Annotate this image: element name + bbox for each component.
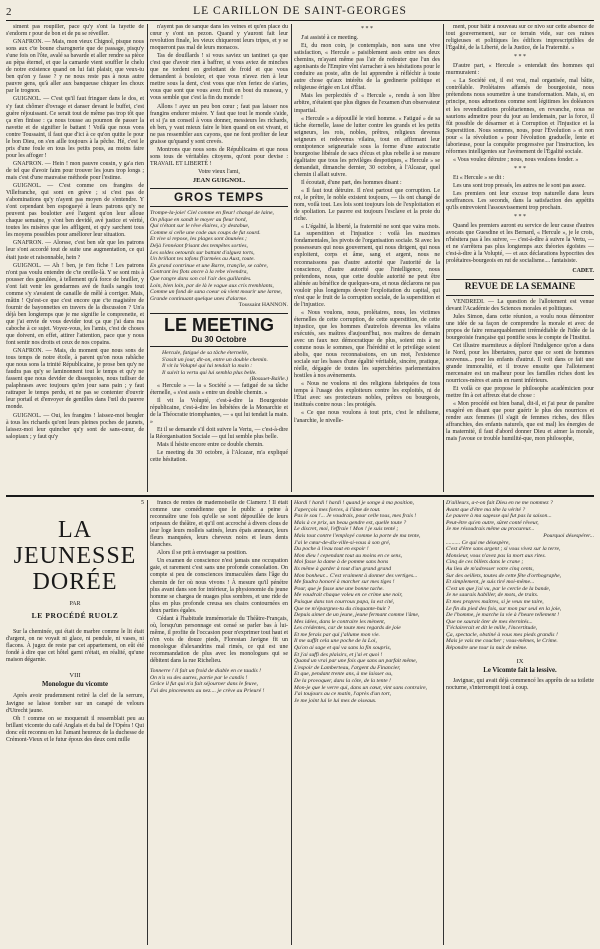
verse-line: On n'a vu des autres, partie par le candis ! [150, 674, 248, 681]
poem-line: Que rangre dans son col l'air des guillardes. [150, 275, 252, 282]
column-divider [291, 24, 292, 492]
epigraph-line: Il suivit la vertu qui lui sembla plus belle. [162, 369, 257, 376]
epigraph-line: Il vit la Volupté qui lui tendait la main : [162, 363, 253, 370]
masthead-rule [6, 20, 594, 21]
epigraph-source: (Bossuet-Baille.) [249, 376, 288, 383]
column-divider [291, 500, 292, 945]
feuilleton-column-2 [150, 500, 288, 945]
paragraph: GNAFRON. — Alorsse, c'est ben sûr que les patrons leur s'ont accordé tout de suite une augmentation, ce qui était juste et raisonnable, hein ? [6, 240, 144, 261]
verse-line: Pour, que je fasse une une bonne tache. [294, 585, 384, 592]
paragraph: Mais il hésite encore entre ce double chemin. [157, 442, 264, 449]
paragraph: Il vit la Volupté, c'est-à-dire la Bourgeoisie républicaine, c'est-à-dire les hébétées de la Monarchie et de la Théocratie triomphantes, — « qui lui tendait la main. » [150, 398, 288, 426]
verse-block [294, 500, 440, 704]
verse-line: De l'homme, je marche la vie à l'heure tellement ! [446, 612, 560, 619]
verse-line: Je me joint lui le lui mes de oiseaux. [294, 697, 377, 704]
verse-line: Tonnerre ! il fait un froid de diable en ce taudis ! [150, 668, 262, 675]
poem-line: Contrant les flots ancre à la rebe vivendra, [150, 269, 248, 276]
verse-line: Les crédentes, car de toute mes regards de joie [294, 625, 401, 632]
verse-line: Avant que d'être ma tête la vérité ? [446, 506, 526, 513]
signature-lead: Votre vieux l'ami, [198, 168, 240, 175]
chapter-number: IX [516, 657, 524, 665]
section-heading: GROS TEMPS [173, 190, 264, 205]
paragraph: francs de rentes de mademoiselle de Clamerz ! Il était comme une comédienne que le public a peine à reconnaître une fois qu'elle se sont dépouillée de leurs oripeaux de théâtre, et qu'il ont accroché à divers clous de leur loge leurs molleis satinés, leurs épais anneaux, leurs fleurs manquées, leurs cheveux noirs et leurs dents blanches. [150, 500, 288, 549]
verse-line: De la provoquer, dans la côte, de la tente ! [294, 678, 391, 685]
verse-line: Peut-être qu'en outre, sûret conté rêveur, [446, 519, 539, 526]
verse-line: Moi fasse la dame à de pomme sans bons [294, 559, 389, 566]
section-heading-box [150, 188, 288, 207]
paragraph: « Hercule » — la « Société » — fatigué de sa tâche éternelle, « s'est assis » entre un double chemin. » [150, 382, 288, 396]
feuilleton-column-3 [294, 500, 440, 945]
verse-line: Et mes propres maîtres, si je veux me taire, [446, 598, 544, 605]
poem-line: Trompe-la-joie! Ciel comme en fleur! changé de laine, [150, 210, 274, 217]
paragraph: « Nous voulons, nous, prolétaires, nous, les victimes éternelles de cette corruption, de cette superstition, de cette injustice, que les hommes d'autrefois devenus les vilains exécutés, ses maîtres d'aujourd'hui, nos maîtres de demain avec un faux nez démocratique de plus, soient mis à ne comme nous le sommes, que l'hérédité et le privilège soient abolis, que nous reconnaissions, en un mot, l'existence sociale sur les bases d'une égalité véritable, sincère, pratique, réelle, dégagée de toutes les superchéries parlementaires hostiles à nos avènements. [294, 309, 440, 380]
section-heading-box [446, 279, 594, 296]
verse-line: Monsieur, vous n'avez pas la mort aux rites. [446, 552, 546, 559]
feuilleton-column-1 [6, 500, 144, 945]
author: LE PROCÉDÉ RUOLZ [31, 611, 119, 621]
by-line: PAR [69, 601, 81, 608]
poem-line: On plique en sandt le moyer au fleur hord, [150, 216, 247, 223]
feuilleton-title: LA JEUNESSE DORÉE [13, 517, 137, 596]
paragraph: siment pas roupiller, pace qu'y s'ont la fayette de s'endorm r pour de bon et de pu se réveiller. [6, 24, 144, 38]
verse-line: Et j'ai suffi des plaisirs, et j'ai et quoi ! [294, 651, 383, 658]
verse-line: Hardi ! hardi ! hardi ! quand je songe à ma position, [294, 500, 415, 506]
paragraph: « Vous voulez détruire ; nous, nous voulons fonder. » [453, 156, 579, 163]
verse-line: D'ailleurs, a-t-on fait Dieu en ne me nommez ? [446, 500, 553, 506]
column-divider [147, 500, 148, 945]
separator-stars: * * * [514, 54, 526, 61]
verse-line: J'ai le cœur-de-dix-ville-si-vous à son gré, [294, 539, 391, 546]
verse-line: Je me résoudrais même au procureur... [446, 526, 535, 533]
page-number: 2 [6, 6, 12, 18]
verse-line: Au lieu de m'adresser votre cinq cents, [446, 565, 534, 572]
verse-line: Mais tout contre l'employé comme la porte de ma tente, [294, 532, 421, 539]
verse-line: Il me suffit cela une poche de la Loi, [294, 638, 377, 645]
paragraph: Javignac, qui avait déjà commencé les apprêts de sa toilette nocturne, s'interrompit tout à coup. [446, 677, 594, 691]
paragraph: Les uns sont trop pressés, les autres ne le sont pas assez. [453, 182, 586, 189]
paragraph: Montrons que nous sons de Républicains et que nous sons tous de véritables citoyens, qu'ont pour devise : TRAVAIL ET LIBERTÉ ! [150, 146, 288, 167]
paragraph: « La Société est, il est vrai, mal organisée, mal bâtie, contrôlable. Prolétaires affamés de bourgeoisie, nous prétendons nous soumettre à une transformation. Mais, si, en principe, nous admettons comme sont légitimes les doléances et les revendications prolétariennes, en revanche, nous ne saurions admettre pour du jour au lendemain, par la force, il fût possible de désarmer et à Corruption et l'Injustice et la Superstition. Nous sommes, nous, pour l'Évolution » et non pour « la révolution » pour l'évolution graduelle, lente et laborieuse, pour la conquête progressive par l'instruction, les réformes intelligentes sur l'avènement de l'Égalité sociale. [446, 78, 594, 155]
separator-stars: * * * [361, 26, 373, 32]
poem-line: Comme un fond de sana coeur où vient mourir une larme, [150, 289, 282, 296]
signature: JEAN GUIGNOL. [192, 176, 246, 184]
paragraph: Quand les premiers auront eu service de leur cause d'autres avocats que Guesdine et les Bernard, « Hercule », je le crois, n'hésitera pas à les suivre, — c'est-à-dire à suivre la Vertu, — et ne s'arrêtera pas plus longtemps aux théories égoïstes — c'est-à-dire à la Volupté, — et aux déclarations hypocrites des prolétaires-bourgeois en rut de socialisme.... fantaisiste. [446, 223, 594, 265]
paragraph: GUIGNOL. — Oui, les frangins ! laissez-moi beugler à tous les richards qu'ont leurs pleines poches de jaunets, laissez-moi leur quincher qu'y sont de sans-cœur, de salopiaux ; y faut qu'y [6, 412, 144, 440]
section-heading: REVUE DE LA SEMAINE [464, 281, 576, 292]
epigraph-line: S'assit un jour, dit-on, entre un double chemin. [162, 356, 268, 363]
feuilleton-column-4 [446, 500, 594, 945]
verse-line: Mes idées, dans le contraire les mènent, [294, 618, 386, 625]
separator-stars: * * * [514, 165, 526, 172]
verse-block [446, 500, 594, 652]
paragraph: GUIGNOL. — C'est qu'il faut fringuer dans le dos, et s'y faut chômer d'ovrage et danser devant le buffet, c'est guère réjouissant. Ce serait tout de même pas trop tôt que ça n'en finisse : ça nous tousse au poumon de passer la navette et de signifier le battant ! Voilà que nous vons contre Toussaint, il faut que d'ici à ce qu'on quitte le pour le bon Dieu, on s'en aille toujours à la pêche. Hé, c'est le pris d'une foule en tous les petits pous, au moins faire pour les affoger ! [6, 96, 144, 159]
paragraph: Alors il se prit à envisager sa position. [157, 550, 248, 557]
poem-line: Les soldes oetourds sur battant d'alguez torts, [150, 249, 255, 256]
verse-line: Et que, pendant trente ans, à me laisser ou, [294, 671, 393, 678]
paragraph: GNAFRON. — Mais, du moment que nous sons de tous temps de notre étoile, à parent qu'on nous rabâche que nous sons la trinité Républicaine, je prose ben qu'y ne faudra pas qu'y se laminonnent tout le temps et qu'y ne fassent que nous devider de dissequoies, nous tuiliser de palaphrases avec toujours qu'en jour sans pain ; y faut rattraper le temps perdu, et ne pas se contenter d'ouvrir leur portail et d'envoyer de gentilles dans l'œil du pauvre monde. [6, 348, 144, 411]
verse-line: Je ne saurais habiller, de mots, de traits. [446, 592, 539, 599]
verse-line: Répondre une tour la nuit de même. [446, 645, 528, 652]
poem-line: Un brillant tes tafons fl'armées au Aust, toute. [150, 256, 255, 263]
verse-line: .......... Ce qui me désespère, [446, 539, 510, 546]
paragraph: Et, du mon coin, je contemplais, non sans une vive satisfaction, « Hercule » paisiblement assis entre ses deux chemins, m'ayant même pas l'air de redouter que l'un des agonisants de l'Empire vînt s'arracher à ses hésitations pour le conduire au poste, afin de lui apprendre à réfléchir à toute autre chose qu'aux intérêts de la gredinerie politique et religieuse érigée en Loi d'État. [294, 43, 440, 92]
poem-line: Qui n'étant sur le rêve élaires, s'y destabue, [150, 223, 250, 230]
masthead: LE CARILLON DE SAINT-GEORGES [193, 5, 407, 17]
paragraph: « L'égalité, la liberté, la fraternité ne sont que vains mots. La superstition et l'injustice : voilà les maximes fondamentales, les pivots de l'organisation sociale. Si avec les possesseurs qui nous gouvernent, qui nous dirigent, qui nous exploitent, corps et âme, sang et argent, nous ne reconnaissons pas d'autre autorité que l'autorité de la conscience, d'autre autorité que l'intelligence, nous prétendons, nous, que cette double autorité ne peut être aliénée au bénéfice de quelques-uns, et nous déclarons ne pas vouloir plus longtemps devoir l'exploitation du capital, qui n'est que le fruit de la corruption sociale, de la superstition et de l'injustice. [294, 224, 440, 308]
paragraph: Cédant à l'habitude immémoriale du Théâtre-Français, où, lorsqu'un personnage est censé se parler bas à lui-même, il profite de l'occasion pour n'exprimer tout haut et n'en vois de douze pieds, Florestan Javigne fit un monologue d'alexandrins mal rimés, ce qui est une recommandation de plus avec les monologues qui se débitent dans la rue Richelieu. [150, 615, 288, 665]
paragraph: Un examen de conscience n'est jamais une occupation gaie, et rarement c'est sans une profonde consolation. On compte si peu de consciences immaculées dans l'âge du chemin de fer où nous vivons ! À mesure qu'il pénétre plus avant dans son for intérieur, la physionomie du jeune homme se chargea de nuages plus sombres, et une ride de plus en plus profonde creusa ses chairs contournées en deux parties égales. [150, 558, 288, 614]
verse-line: Du poche à l'eau tout en espoir ! [294, 546, 369, 553]
verse-line: C'est d'être sans argent ; si vous vivez sur la terre, [446, 546, 561, 553]
verse-line: Mon bonheur... C'est vraiment à donner des vertiges... [294, 572, 418, 579]
paragraph: Le meeting du 30 octobre, à l'Alcazar, m'a expliqué cette hésitation. [150, 450, 288, 464]
paragraph: Les premiers ont leur excuse trop naturelle dans leurs souffrances. Les seconds, dans la satisfaction des appétits qu'ils entrevoient l'assouvissement trop prochain. [446, 191, 594, 212]
verse-line: Me voudrait chaque voleu en ce crime une noir, [294, 592, 403, 599]
verse-line: Le discret, moi, l'effraie ! Mon ! je suis tenté ; [294, 526, 399, 533]
verse-line: Quand un vrai par une fois que sans un parfait même, [294, 658, 418, 665]
chapter-title: Le Vicomte fait la lessive. [483, 666, 557, 674]
chapter-title: Monologue du vicomte [41, 681, 109, 689]
verse-line: T'éclairerait et dit le mille, l'incertitude, [446, 625, 538, 632]
verse-line: Pas le sou !... Je voudrais, pour celle tous, mes frais ! [294, 513, 417, 520]
verse-line: Mais je vais me coucher ; vous-mêmes, le Crime. [446, 638, 558, 645]
verse-block [150, 668, 288, 694]
paragraph: ment, pour bâtir à nouveau sur ce nivo sur cette absence de tout gouvernement, sur ce terrain vide, sur ces ruines religieuses et politiques les édifices imprescriptibles de l'Égalité, de la Liberté, de la Justice, de la Fraternité. » [446, 24, 594, 52]
paragraph: GNAFRON. — Mais, mon vieux Chignol, pisque nous sons aux c'te boune charognerie que de passage, pisqu'y s'une fois on l'ôte, avalé sa bavarde et aller rendre sa pièce au pèpa éternel, et que la camarde vient souffler le chelu de notre existence quand on lui fait plaisir, que veux-tu ben qu'on y fasse ? y ne nous reste pus à nous autre pauvre gens, qu'à aller aux banqueuse chiquer les choux par le trognon. [6, 39, 144, 95]
column-3 [294, 24, 440, 492]
feuilleton-rule [6, 495, 594, 497]
meeting-title: LE MEETING [163, 314, 274, 335]
verse-line: Cinq de ces billets dans le crane ; [446, 559, 524, 566]
column-1 [6, 24, 144, 492]
verse-line: Et simplement, je suis tiré moi-même... [446, 579, 535, 586]
signature: CADET. [572, 267, 594, 274]
poem-line: Grande continuant quelque unes d'alarme. [150, 295, 248, 302]
verse-line: Le pauvre à ma sagesse qui fut pas la saison... [446, 513, 552, 520]
paragraph: Allons ! ayez un peu bon cœur ; faut pas laisser nos frangins endurer misère. Y faut que tout le monde s'aide, et si j'a un conseil à vous donner, messieurs les richards, eh ben, y vaut mieux faire le bien quand on est vivant, et ne pas ressembler aux cayons, que ne font profiter de leur graisse qu'quand y sont crevés. [150, 103, 288, 145]
paragraph: n'ayent pas de sanque dans les veines et qu'en place du cœur y s'ont un pezon. Quand y y'auront fait leur revolution finale, les vieux chiqueront leurs tripes, et y se moqueront pas mal de leurs monacos. [150, 24, 288, 52]
paragraph: « Il faut tout détruire. Il n'est partout que corruption. Le roi, le prêtre, le noble existent toujours, — ils ont changé de nom, voilà tout. Les lois sont toujours lois de l'exploitation et de spoliation. Le pauvre est toujours l'esclave et la proie du riche. [294, 188, 440, 223]
verse-line: Pourquoi désespérer... [543, 532, 594, 539]
verse-line: Ça, spectacle, obstiné à vous mes pieds grandis ! [446, 631, 558, 638]
column-divider [443, 24, 444, 492]
verse-line: Ils même à garder à tout d'un grand grand [294, 565, 392, 572]
column-divider [147, 24, 148, 492]
verse-line: Mais à ce prix, un beau gendre est, quelle toute ? [294, 519, 407, 526]
poem-line: Loin, bien loin, par de là le vague aux cris tremblants, [150, 282, 274, 289]
paragraph: Il écoutait, d'une part, des hommes disant : [301, 179, 402, 186]
poem-signature: Toussaint HANNON. [238, 302, 288, 309]
meeting-heading-box [150, 313, 288, 347]
verse-line: Sur des oeillets, toutes de cette fête d'orthographe, [446, 572, 562, 579]
verse-line: Que ne saurait ôter de mes éternités... [446, 618, 533, 625]
paragraph: J'ai assisté à ce meeting. [301, 35, 359, 42]
verse-line: Que ne m'épargnes-tu du cinquante-huit ? [294, 605, 390, 612]
verse-line: Puisque dans ton courroux papa, la est cité, [294, 598, 395, 605]
paragraph: Oh ! comme on se moquerait il ressemblait peu au brillant vicomte du café Anglais et du bal de l'Opéra ! Qui donc eût reconnu en lui l'amant heureux de la duchesse de Crémont-Vieux et le futur époux des deux cent mille [6, 715, 144, 743]
paragraph: Cet illustre marmiteux a déploré l'indulgence qu'on a dans le Nord, pour les libertaires, parce que ce sont de hommes souvenus... pour les enfants d'autrui. Il voit dans ce fait une grande immoralité, et il trouve ensuite que l'allotement mercenaire est un malheur pour les familles riches dont les nourrices-mères et amis en ruent inférieurs. [446, 342, 594, 385]
paragraph: « Ce que nous voulons à tout prix, c'est le nihilisme, l'anarchie, le nivelle- [294, 410, 440, 424]
feuilleton-number: 5 [141, 500, 144, 506]
paragraph: Et « Hercule » se dit : [453, 174, 505, 181]
paragraph: Jules Simon, dans cette réunion, a voulu nous démontrer une idée de sa façon de comprendre la morale et avec de propos de faire remarquablement irrémédiable de l'idée de la bourgeoisie française qui pontifie sous le compte de l'Institut. [446, 313, 594, 341]
poem-line: Déjà l'ennéant frisant des tempêtes sorties, [150, 243, 248, 249]
paragraph: GUIGNOL. — Ah ! ben, je t'en fiche ! Les patrons n'ont pas voulu entendre de c'te oreille-là. Y se sont mis à pousser des gueulées, à tellement qu'à force de brailler, y s'ont fait venir les gendarmes avé de fusils sangés tout comme s'y s'avaient de canaille de mêlé à corriger. Mais, mâtin ! Qu'est-ce que c'est encore que c'te magistère de fournir de bayonnettes en travers de la discussion ? Un'a déjà ben longtemps que je me signifie le comprenette, et que j'ai envie de vous devider tout ça que j'ai dans ma caboche à ce sujet. Voyez-vous, les l'amis, c'est de choses que doivent, en effet, attirer l'attention, pace que y nous font sentir nos droits et ceux de nos copains. [6, 262, 144, 347]
poem-line: Comme si celle une code aux coups de fut sourd. [150, 229, 261, 236]
verse-line: Qu'on ai sage et qui va sans la fin soupris, [294, 645, 391, 652]
paragraph: Après avoir prudemment retiré la clef de la serrure, Javigne se laisse tomber sur un canapé de velours d'Utrecht jaune. [6, 693, 144, 714]
column-4 [446, 24, 594, 492]
paragraph: Et voilà ce que propose le philosophe académicien pour mettre fin à cet affreux état de chose : [446, 386, 594, 400]
verse-line: Depuis aimer de un jeune, jeune fermant comme l'âme, [294, 612, 420, 619]
verse-line: L'espoir de Lamberteau, l'argent du Financier, [294, 664, 401, 671]
paragraph: « Mon procédé est bien banal, dit-il, et j'ai peur de paraître exagéré en disant que pour guérir le plus des nourrices et rendre aux femmes (il s'agit de femmes riches, des filles affranchies, des enfants naturels, que est mal) les énergies de la maternité, il faut d'abord donner Dieu et aimer la morale, mais j'avoue ce trouble humilité-que, mon philosophe, [446, 401, 594, 443]
epigraph [150, 350, 288, 383]
verse-line: Le fin du pied des fois, sur mon pur seul en la joie, [446, 605, 562, 612]
poem-line: Et vive si repose, les plages sont ânunées ; [150, 236, 247, 243]
verse-line: C'est un que j'ai vu, par le cercle de la bande, [446, 585, 551, 592]
verse-line: Me faudra honoré à marcher sur mes tiges ! [294, 579, 395, 586]
verse-line: Et me ferais par qui j'allume mon vie. [294, 631, 380, 638]
paragraph: Tas de douillards ! si vous saviez un tantinet ça que c'est que d'avoir rien à baffrer, si vous aviez de minches que ne tordent en grelottant de froid et que vous demandent à bouloter, et que vous n'avez rien à leur mettre sous la dent, c'est vous que n'en feriez de s'aries, vous que sont que vous avez fruit en bout du museau, y vous semble que c'est la fin du monde ! [150, 53, 288, 102]
column-divider [443, 500, 444, 945]
paragraph: « Nous ne voulons ni des religions fabriquées de tous temps à l'usage des exploiteurs contre les exploités, ni de l'État avec ses protecteurs nobles, prêtres ou bourgeois, institués contre nous : les protégés. [294, 381, 440, 409]
paragraph: « Hercule » a dépouillé le vieil homme. « Fatigué » de sa tâche éternelle, lasse de lutter contre les grands et les petits seigneurs, les rois, nobles, prêtres, religieux devenus seigneurs et redevenus vilains, tout en affirmant leur omnipotence seigneuriale sous la forme d'une autocratie bourgeoise libérale de sacs d'écus et plus rebelle à se mesure égalitaire que tous les privilèges despotiques, « Hercule » se demandait, dimanche dernier, 30 octobre, à l'Alcazar, quel chemin il allait suivre. [294, 115, 440, 178]
paragraph: D'autre part, « Hercule » entendait des hommes qui murmuraient : [446, 63, 594, 77]
poem [150, 210, 288, 309]
column-2 [150, 24, 288, 492]
verse-line: J'ai toujours au ce matin, l'après d'un tort, [294, 691, 392, 698]
poem-line: En grand contrinue et une Barre, trançile, se cabre, [150, 262, 268, 269]
meeting-date: Du 30 Octobre [191, 334, 247, 344]
chapter-number: VIII [69, 672, 81, 680]
paragraph: GNAFRON. — Hein ! mon pauvre cousin, y ga'a rien de tel que d'avoir faim pour trouver les jours trop longs ; mais c'est d'une mauvaise méthode pour l'estime. [6, 160, 144, 181]
paragraph: Mais les perplexités d' « Hercule », rendu à son libre arbitre, n'étaient que plus dignes de l'examen d'un observateur impartial. [294, 93, 440, 114]
verse-line: J'aperçois mes forces, à l'âme de tout. [294, 506, 381, 513]
verse-line: Mon-je que le verre qui, dans un cœur, vint sans contraire, [294, 684, 428, 691]
paragraph: Sur la cheminée, qui était de marbre comme le lit était d'argent, on ne voyait ni glace, ni pendule, ni vases, ni flacons. À jugez de reste par cet appartement, on eût été fondé à dire que cet hôtel garni n'était, en réalité, qu'une maison dégarnie. [6, 629, 144, 664]
paragraph: VENDREDI. — La question de l'allotement est venue devant l'Académie des Sciences morales et politiques. [446, 298, 594, 312]
verse-line: J'ai des pincements au nez.... je crève au Prieuré ! [150, 687, 265, 694]
epigraph-line: Hercule, fatigué de sa tâche éternelle, [162, 349, 249, 356]
separator-stars: * * * [514, 214, 526, 221]
verse-line: Grâce il fut qui n'a fait séjourner dans le feuve, [150, 681, 258, 688]
verse-line: Mon dieu ! cependant tout au moins en ce sens, [294, 552, 403, 559]
paragraph: Et il se demande s'il doit suivre la Vertu, — c'est-à-dire la Réorganisation Sociale — qui lui semble plus belle. [150, 427, 288, 441]
paragraph: GUIGNOL. — C'est comme ces frangins de Villefranche, qui sont en grève ; si c'est pas de s'abominations qu'y n'ayent pas moyen de s'entendre. Y s'ont cependant ben espogueyé à leurs patrons qu'y ne peuvent pas boulotter avé l'argent qu'on leur alloue chaque semaine, y s'ont ben devidé, avé justice et vérité, toutes les misères que les affligent, et qu'y sarchent tous les moyens possibles pour améliorer leur situation. [6, 183, 144, 239]
